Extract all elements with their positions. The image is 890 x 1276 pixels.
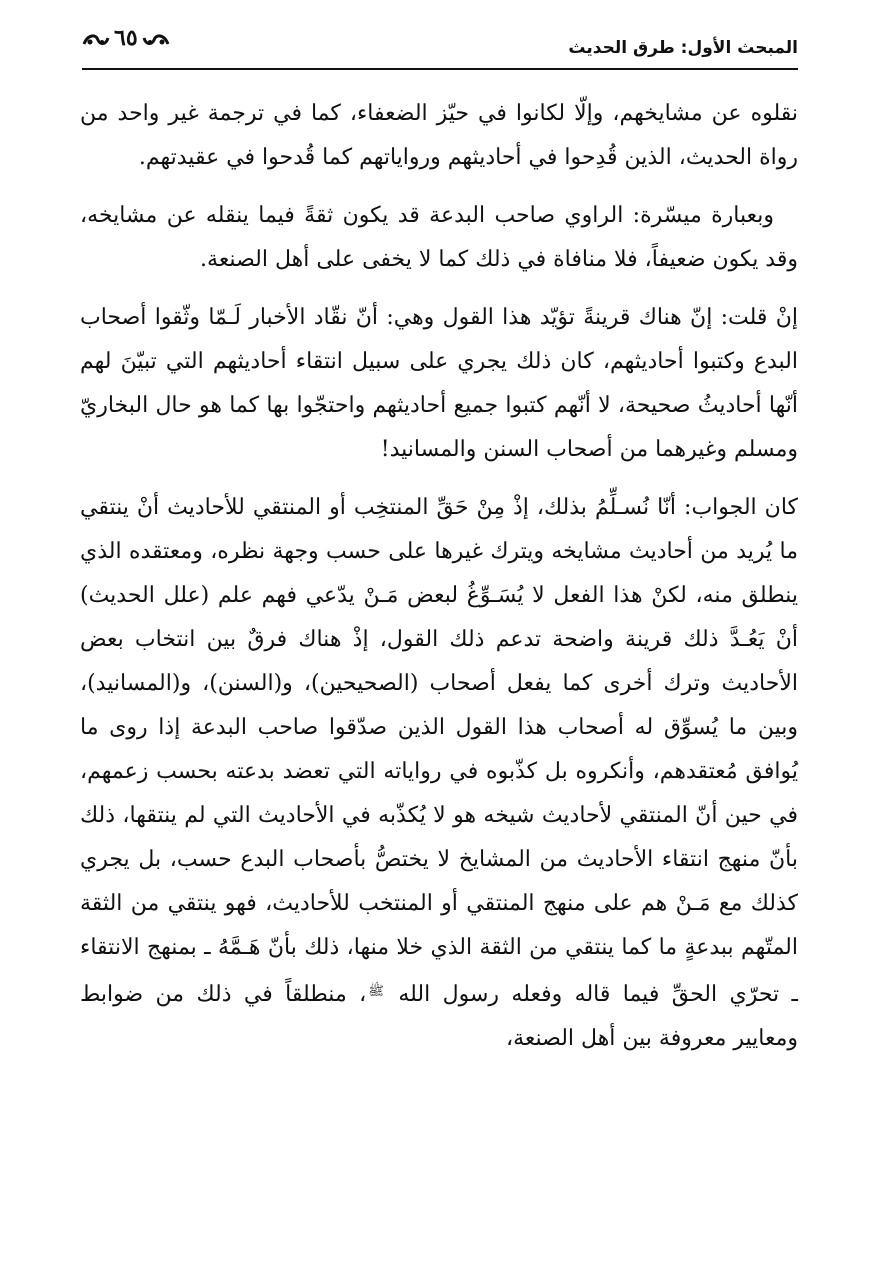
paragraph-3: إنْ قلت: إنّ هناك قرينةً تؤيّد هذا القول وهي: أنّ نقّاد الأخبار لَـمّا وثّقوا أصحاب البدع وكتبوا أحاديثهم، كان ذلك يجري على سبيل انتقاء أحاديثهم التي تبيّنَ لهم أنّها أحاديثُ صحيحة، لا أنّهم كتبوا جميع أحاديثهم واحتجّوا بها كما هو حال البخاريّ ومسلم وغيرهما من أصحاب السنن والمسانيد! [80, 305, 798, 462]
page-number: ٦٥ [114, 25, 138, 51]
paragraph-1: نقلوه عن مشايخهم، وإلّا لكانوا في حيّز الضعفاء، كما في ترجمة غير واحد من رواة الحديث، الذين قُدِحوا في أحاديثهم ورواياتهم كما قُدحوا في عقيدتهم. [80, 101, 798, 170]
left-ornament-icon [82, 30, 110, 50]
page-header [82, 25, 798, 70]
chapter-title: المبحث الأول: طرق الحديث [568, 38, 798, 58]
page-body [80, 92, 798, 1075]
paragraph-4 [80, 486, 798, 1061]
right-ornament-icon [142, 30, 170, 50]
header-divider [82, 68, 798, 70]
paragraph-2: وبعبارة ميسّرة: الراوي صاحب البدعة قد يكون ثقةً فيما ينقله عن مشايخه، وقد يكون ضعيفاً، فلا منافاة في ذلك كما لا يخفى على أهل الصنعة. [80, 203, 798, 272]
honorific-mark: ﷺ [368, 984, 384, 999]
paragraph-4-text: كان الجواب: أنّا نُسـلِّمُ بذلك، إذْ مِنْ حَقِّ المنتخِب أو المنتقي للأحاديث أنْ ينتقي ما يُريد من أحاديث مشايخه ويترك غيرها على حسب وجهة نظره، ومعتقده الذي ينطلق منه، لكنْ هذا الفعل لا يُسَـوِّغُ لبعض مَـنْ يدّعي فهم علم (علل الحديث) أنْ يَعُـدَّ ذلك قرينة واضحة تدعم ذلك القول، إذْ هناك فرقٌ بين انتخاب بعض الأحاديث وترك أخرى كما يفعل أصحاب (الصحيحين)، و(السنن)، و(المسانيد)، وبين ما يُسوِّق له أصحاب هذا القول الذين صدّقوا صاحب البدعة إذا روى ما يُوافق مُعتقدهم، وأنكروه بل كذّبوه في رواياته التي تعضد بدعته بحسب زعمهم، في حين أنّ المنتقي لأحاديث شيخه هو لا يُكذّبه في الأحاديث التي لم ينتقها، ذلك بأنّ منهج انتقاء الأحاديث من المشايخ لا يختصُّ بأصحاب البدع حسب، بل يجري كذلك مع مَـنْ هم على منهج المنتقي أو المنتخب للأحاديث، فهو ينتقي من الثقة المتّهم ببدعةٍ ما كما ينتقي من الثقة الذي خلا منها، ذلك بأنّ هَـمَّهُ ـ بمنهج الانتقاء ـ تحرّي الحقِّ فيما قاله وفعله رسول الله [80, 495, 798, 1007]
page-number-block [82, 25, 170, 51]
paragraph-4-text-end: ، منطلقاً في ذلك من ضوابط ومعايير معروفة بين أهل الصنعة، [80, 982, 798, 1051]
